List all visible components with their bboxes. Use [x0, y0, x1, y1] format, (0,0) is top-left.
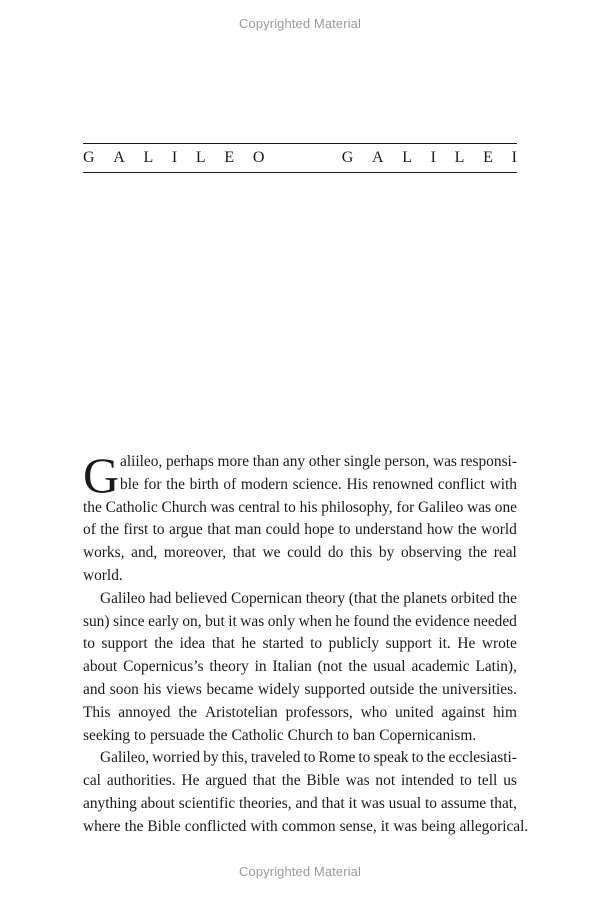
word: idea	[179, 635, 206, 653]
word: (that	[348, 589, 378, 607]
word: evidence	[415, 612, 470, 630]
text-line	[83, 725, 517, 748]
word: was	[467, 498, 492, 516]
word: about	[83, 658, 118, 676]
text-line	[83, 633, 517, 656]
word: professors,	[285, 703, 353, 721]
word: by	[378, 544, 395, 562]
word: his	[299, 498, 318, 516]
word: Rome	[318, 749, 356, 767]
word: that	[232, 544, 256, 562]
word: but	[205, 612, 225, 630]
word: to	[338, 521, 351, 539]
title-letter: L	[143, 149, 154, 166]
word: observing	[400, 544, 462, 562]
word: he	[241, 635, 256, 653]
word: argue	[168, 521, 203, 539]
word: about	[140, 794, 175, 812]
word: persuade	[150, 726, 205, 744]
title-letter: E	[483, 149, 493, 166]
word: the	[418, 680, 438, 698]
word: more	[217, 453, 250, 470]
word: Latin),	[475, 658, 517, 676]
word: tell	[477, 772, 498, 790]
word: the	[100, 521, 120, 539]
text-line	[83, 611, 517, 634]
word: speak	[373, 749, 409, 767]
word: world.	[83, 566, 123, 584]
word: conflict	[437, 475, 485, 493]
word: we	[262, 544, 281, 562]
title-letter: A	[371, 149, 384, 166]
word: science.	[292, 475, 342, 493]
word: for	[396, 498, 415, 516]
word: was	[240, 612, 265, 630]
word: that,	[489, 794, 517, 812]
word: responsi-	[460, 453, 517, 470]
word: do	[327, 544, 344, 562]
word: needed	[473, 612, 517, 630]
chapter-title	[83, 148, 517, 168]
word: to	[459, 772, 472, 790]
word: to	[336, 726, 349, 744]
title-letter: L	[454, 149, 465, 166]
word: Catholic	[105, 498, 158, 516]
word: to	[83, 635, 95, 653]
word: and,	[131, 544, 158, 562]
word: by	[203, 749, 219, 767]
copyright-watermark-top: Copyrighted Material	[239, 16, 361, 31]
word: to	[303, 749, 316, 767]
text-line	[83, 519, 517, 542]
drop-cap: G	[83, 447, 120, 503]
word: supported	[304, 680, 366, 698]
word: works,	[83, 544, 125, 562]
word: was	[210, 498, 235, 516]
word: moreover,	[163, 544, 227, 562]
text-line	[83, 497, 517, 520]
text-line	[83, 451, 517, 474]
title-letter: G	[341, 149, 354, 166]
word: with	[250, 817, 278, 835]
word: united	[395, 703, 434, 721]
word: modern	[240, 475, 288, 493]
title-letter: O	[252, 149, 265, 166]
word: universities.	[442, 680, 517, 698]
word: outside	[369, 680, 415, 698]
word: assume	[440, 794, 487, 812]
word: conflicted	[184, 817, 247, 835]
word: worried	[152, 749, 201, 767]
word: his	[143, 680, 162, 698]
text-line	[83, 770, 517, 793]
word: theories,	[239, 794, 292, 812]
word: the	[154, 635, 174, 653]
word: publicly	[328, 635, 380, 653]
word: support	[385, 635, 432, 653]
title-letter: L	[402, 149, 412, 166]
word: real	[493, 544, 517, 562]
title-letter: G	[83, 149, 95, 166]
word: Copernican	[230, 589, 302, 607]
word: the	[281, 772, 301, 790]
word: widely	[258, 680, 300, 698]
word: he	[335, 612, 350, 630]
word: of	[223, 475, 237, 493]
word: to	[283, 498, 296, 516]
word: than	[252, 453, 280, 470]
word: with	[489, 475, 517, 493]
word: Galileo	[418, 498, 464, 516]
word: the	[178, 703, 198, 721]
word: the	[392, 612, 412, 630]
word: anything	[83, 794, 137, 812]
word: aliileo,	[120, 453, 163, 470]
text-line	[83, 542, 517, 565]
word: to	[358, 749, 371, 767]
text-line	[83, 747, 517, 770]
word: any	[282, 453, 306, 470]
word: hope	[304, 521, 335, 539]
title-letter: I	[430, 149, 436, 166]
word: single	[344, 453, 381, 470]
word: who	[360, 703, 388, 721]
word: usual	[388, 794, 422, 812]
word: to	[310, 635, 323, 653]
word: central	[238, 498, 281, 516]
word: the	[348, 658, 368, 676]
text-line	[83, 474, 517, 497]
word: had	[149, 589, 172, 607]
word: being	[421, 817, 456, 835]
word: Italian	[272, 658, 312, 676]
copyright-watermark-bottom: Copyrighted Material	[239, 864, 361, 879]
word: person,	[384, 453, 430, 470]
title-letter: I	[511, 149, 517, 166]
word: could	[265, 521, 300, 539]
word: and	[295, 794, 318, 812]
word: Copernicanism.	[379, 726, 477, 744]
word: to	[425, 794, 437, 812]
word: wrote	[481, 635, 517, 653]
word: orbited	[450, 589, 495, 607]
word: the	[468, 544, 488, 562]
word: to	[134, 726, 146, 744]
word: that	[211, 635, 235, 653]
word: the	[83, 498, 102, 516]
word: authorities.	[106, 772, 176, 790]
word: other	[308, 453, 341, 470]
word: This	[83, 703, 111, 721]
word: of	[83, 521, 96, 539]
word: on,	[182, 612, 202, 630]
word: soon	[109, 680, 139, 698]
word: support	[101, 635, 148, 653]
word: allegorical.	[459, 817, 529, 835]
word: in	[254, 658, 267, 676]
word: it	[228, 612, 237, 630]
word: the	[457, 521, 477, 539]
word: ecclesiasti-	[448, 749, 517, 767]
word: Galileo,	[100, 749, 150, 767]
word: scientific	[178, 794, 236, 812]
word: against	[441, 703, 486, 721]
word: Bible	[306, 772, 340, 790]
word: found	[353, 612, 390, 630]
word: since	[113, 612, 145, 630]
word: the	[498, 589, 517, 607]
word: usual	[373, 658, 406, 676]
word: philosophy,	[321, 498, 393, 516]
word: academic	[411, 658, 470, 676]
word: that	[207, 521, 231, 539]
word: early	[148, 612, 179, 630]
word: Bible	[147, 817, 181, 835]
text-line	[83, 656, 517, 679]
word: understand	[354, 521, 423, 539]
word: views	[165, 680, 202, 698]
word: He	[457, 635, 476, 653]
word: it	[348, 794, 358, 812]
word: Catholic	[231, 726, 284, 744]
word: when	[298, 612, 332, 630]
title-letter: L	[195, 149, 206, 166]
word: annoyed	[118, 703, 171, 721]
word: common	[281, 817, 336, 835]
word: Church	[161, 498, 207, 516]
text-line	[83, 793, 517, 816]
word: it	[380, 817, 390, 835]
word: ble	[120, 475, 139, 493]
word: it.	[438, 635, 451, 653]
word: perhaps	[165, 453, 214, 470]
word: was	[432, 453, 457, 470]
word: to	[411, 749, 424, 767]
word: was	[393, 817, 418, 835]
title-rule-top	[83, 143, 517, 144]
word: that	[252, 772, 276, 790]
text-line	[83, 702, 517, 725]
word: Aristotelian	[205, 703, 278, 721]
word: and	[83, 680, 106, 698]
word: this	[349, 544, 373, 562]
word: one	[494, 498, 517, 516]
title-letter: E	[224, 149, 235, 166]
word: sense,	[339, 817, 377, 835]
word: birth	[189, 475, 219, 493]
word: His	[346, 475, 368, 493]
word: not	[375, 772, 396, 790]
text-line	[83, 816, 529, 839]
word: Church	[287, 726, 333, 744]
word: was	[360, 794, 385, 812]
word: became	[206, 680, 254, 698]
text-line	[83, 679, 517, 702]
word: us	[503, 772, 517, 790]
word: the	[208, 726, 228, 744]
word: argued	[205, 772, 247, 790]
word: He	[181, 772, 200, 790]
word: man	[234, 521, 262, 539]
word: sun)	[83, 612, 110, 630]
word: him	[492, 703, 517, 721]
word: the	[380, 589, 400, 607]
text-line	[83, 588, 517, 611]
title-letter: A	[113, 149, 125, 166]
word: started	[262, 635, 304, 653]
title-letter: I	[171, 149, 178, 166]
word: where	[83, 817, 121, 835]
word: this,	[221, 749, 248, 767]
title-rule-bottom	[83, 172, 517, 173]
word: the	[166, 475, 185, 493]
word: believed	[175, 589, 228, 607]
word: Copernicus’s	[123, 658, 204, 676]
word: planets	[403, 589, 447, 607]
word: theory	[305, 589, 346, 607]
word: intended	[400, 772, 454, 790]
word: to	[152, 521, 165, 539]
word: renowned	[372, 475, 434, 493]
body-text	[83, 447, 529, 839]
word: ban	[352, 726, 376, 744]
word: (not	[317, 658, 343, 676]
word: cal	[83, 772, 101, 790]
word: only	[267, 612, 296, 630]
word: how	[426, 521, 454, 539]
word: the	[426, 749, 446, 767]
word: that	[321, 794, 345, 812]
word: first	[123, 521, 149, 539]
text-line	[83, 565, 517, 588]
word: world	[480, 521, 517, 539]
word: for	[143, 475, 162, 493]
word: theory	[209, 658, 249, 676]
word: seeking	[83, 726, 131, 744]
word: was	[345, 772, 370, 790]
word: traveled	[250, 749, 301, 767]
word: the	[124, 817, 144, 835]
word: could	[287, 544, 322, 562]
word: Galileo	[100, 589, 146, 607]
